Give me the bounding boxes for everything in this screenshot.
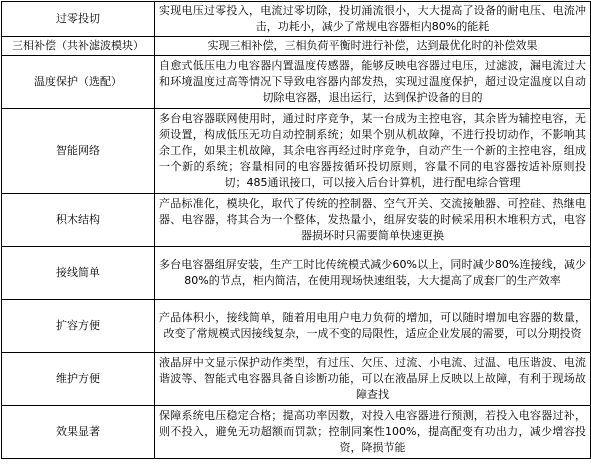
feature-name-cell: 效果显著	[2, 406, 155, 459]
table-row	[2, 247, 591, 300]
feature-description-cell: 实现电压过零投入，电流过零切除，投切涌流很小，大大提高了设备的耐电压、电流冲击，功耗小，减少了常规电容器柜内80%的能耗	[155, 2, 591, 37]
table-row	[2, 406, 591, 459]
table-row	[2, 353, 591, 406]
feature-description-cell: 保障系统电压稳定合格；提高功率因数，对投入电容器进行预测，若投入电容器过补，则不投入，避免无功超额而罚款；控制同案性100%，提高配变有功出力，减少增容投资，降损节能	[155, 406, 591, 459]
table-row	[2, 56, 591, 109]
feature-name-cell: 扩容方便	[2, 300, 155, 353]
feature-name-cell: 积木结构	[2, 194, 155, 247]
feature-description-cell: 实现三相补偿，三相负荷平衡时进行补偿，达到最优化时的补偿效果	[155, 37, 591, 56]
feature-name-cell: 接线简单	[2, 247, 155, 300]
feature-description-cell: 产品标准化，模块化，取代了传统的控制器、空气开关、交流接触器、可控硅、热继电器、电容器，将其合为一个整体，发热量小，组屏安装的时候采用积木堆积方式，电容器损坏时只需要简单快速更换	[155, 194, 591, 247]
feature-name-cell: 智能网络	[2, 109, 155, 194]
table-row	[2, 194, 591, 247]
feature-name-cell: 过零投切	[2, 2, 155, 37]
feature-description-cell: 多台电容器组屏安装，生产工时比传统模式减少60%以上，同时减少80%连接线，减少80%的节点，柜内简洁，在使用现场快速组装，大大提高了成套厂的生产效率	[155, 247, 591, 300]
feature-description-cell: 多台电容器联网使用时，通过时序竞争，某一台成为主控电容，其余皆为辅控电容，无须设置，构成低压无功自动控制系统；如果个别从机故障，不进行投切动作，不影响其余工作，如果主机故障，其余电容再经过时序竞争，自动产生一个新的主控电容，组成一个新的系统；容量相同的电容器按循环投切原则，容量不同的电容器按适补原则投切；485通讯接口，可以接入后台计算机，进行配电综合管理	[155, 109, 591, 194]
table-row	[2, 300, 591, 353]
feature-name-cell: 温度保护（选配）	[2, 56, 155, 109]
feature-description-cell: 自愈式低压电力电容器内置温度传感器，能够反映电容器过电压，过滤波，漏电流过大和环境温度过高等情况下导致电容器内部发热，实现过温度保护，超过设定温度以自动切除电容器，退出运行，达到保护设备的目的	[155, 56, 591, 109]
feature-name-cell: 三相补偿（共补滤波模块）	[2, 37, 155, 56]
table-row	[2, 2, 591, 37]
feature-table	[1, 1, 591, 459]
feature-description-cell: 液晶屏中文显示保护动作类型，有过压、欠压、过流、小电流、过温、电压谐波、电流谐波等、智能式电容器具备自诊断功能，可以在液晶屏上反映以上故障，有利于现场故障查找	[155, 353, 591, 406]
feature-description-cell: 产品体积小，接线简单，随着用电用户电力负荷的增加，可以随时增加电容器的数量，改变了常规模式因接线复杂，一成不变的局限性，适应企业发展的需要，可以分期投资	[155, 300, 591, 353]
table-row	[2, 37, 591, 56]
feature-name-cell: 维护方便	[2, 353, 155, 406]
table-row	[2, 109, 591, 194]
